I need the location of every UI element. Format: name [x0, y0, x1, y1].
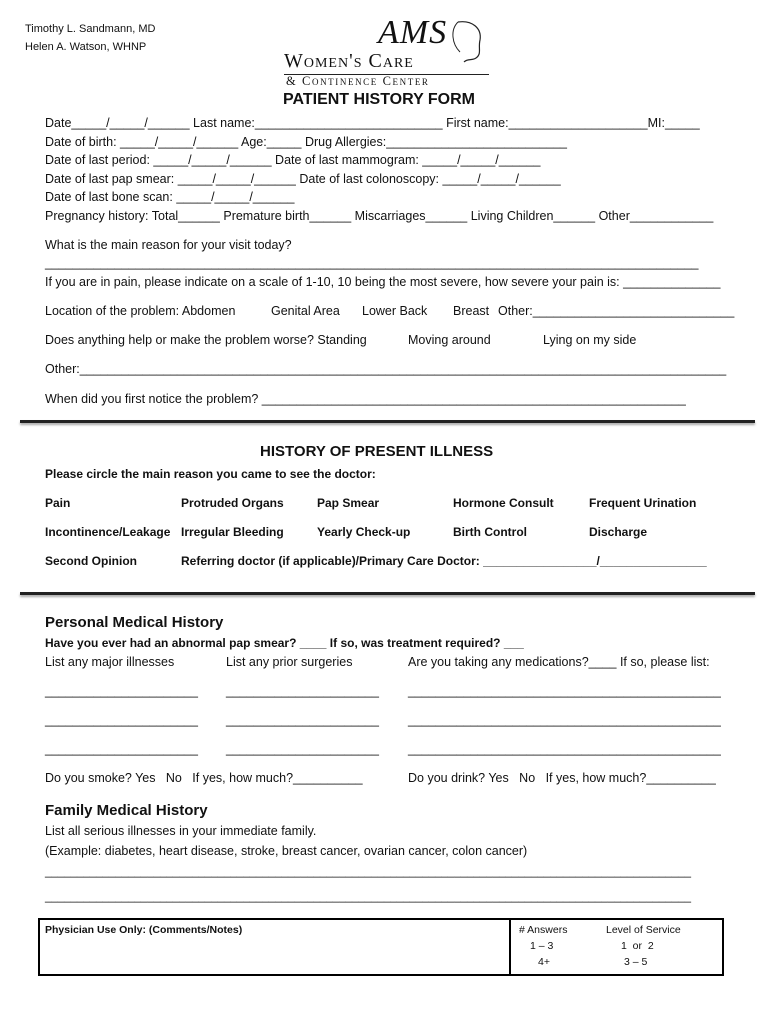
- illness-line[interactable]: ______________________: [45, 684, 198, 698]
- location-option-lower-back[interactable]: Lower Back: [362, 304, 428, 318]
- medication-line[interactable]: _____________________________________________: [408, 684, 721, 698]
- reason-line[interactable]: ______________________________________________________________________________________________: [45, 256, 699, 270]
- answers-option-1: 1 – 3: [530, 940, 554, 952]
- location-option-breast[interactable]: Breast: [453, 304, 490, 318]
- helps-option-lying[interactable]: Lying on my side: [543, 333, 637, 347]
- reason-pain[interactable]: Pain: [45, 496, 71, 510]
- level-option-2: 3 – 5: [624, 956, 648, 968]
- patient-info-line-4[interactable]: Date of last pap smear: _____/_____/______ Date of last colonoscopy: _____/_____/______: [45, 172, 561, 186]
- form-title: PATIENT HISTORY FORM: [283, 91, 476, 108]
- pain-scale-question[interactable]: If you are in pain, please indicate on a scale of 1-10, 10 being the most severe, how severe your pain is: ______________: [45, 275, 721, 289]
- illnesses-label: List any major illnesses: [45, 655, 175, 669]
- reason-question: What is the main reason for your visit today?: [45, 238, 292, 252]
- logo-line-2: & Continence Center: [286, 74, 430, 88]
- patient-info-line-5[interactable]: Date of last bone scan: _____/_____/______: [45, 190, 295, 204]
- surgery-line[interactable]: ______________________: [226, 713, 379, 727]
- surgeries-label: List any prior surgeries: [226, 655, 353, 669]
- family-instruction: List all serious illnesses in your immediate family.: [45, 824, 317, 838]
- reason-second-opinion[interactable]: Second Opinion: [45, 554, 137, 568]
- family-history-title: Family Medical History: [45, 802, 208, 819]
- doctor-name-1: Timothy L. Sandmann, MD: [25, 23, 156, 35]
- reason-birth-control[interactable]: Birth Control: [453, 525, 527, 539]
- reason-pap-smear[interactable]: Pap Smear: [317, 496, 380, 510]
- present-illness-title: HISTORY OF PRESENT ILLNESS: [260, 443, 494, 460]
- section-divider-1: [20, 420, 755, 423]
- logo-initials: AMS: [378, 14, 448, 51]
- reason-yearly-checkup[interactable]: Yearly Check-up: [317, 525, 411, 539]
- personal-history-title: Personal Medical History: [45, 614, 224, 631]
- patient-info-line-3[interactable]: Date of last period: _____/_____/______ Date of last mammogram: _____/_____/______: [45, 153, 541, 167]
- pap-smear-question[interactable]: Have you ever had an abnormal pap smear? ____ If so, was treatment required? ___: [45, 636, 524, 650]
- family-line[interactable]: _____________________________________________________________________________________________________: [45, 866, 691, 878]
- location-other[interactable]: Other:_____________________________: [498, 304, 735, 318]
- reason-hormone-consult[interactable]: Hormone Consult: [453, 496, 554, 510]
- patient-info-line-1[interactable]: Date_____/_____/______ Last name:___________________________ First name:____________________MI:_____: [45, 116, 700, 130]
- pregnancy-history[interactable]: Pregnancy history: Total______ Premature birth______ Miscarriages______ Living Children______ Other____________: [45, 209, 714, 223]
- other-line[interactable]: Other:_____________________________________________________________________________________________: [45, 362, 727, 376]
- reason-irregular-bleeding[interactable]: Irregular Bleeding: [181, 525, 284, 539]
- reason-protruded-organs[interactable]: Protruded Organs: [181, 496, 284, 510]
- clinic-logo: [282, 14, 492, 88]
- smoke-question[interactable]: Do you smoke? Yes No If yes, how much?__________: [45, 771, 363, 785]
- family-example: (Example: diabetes, heart disease, stroke, breast cancer, ovarian cancer, colon cancer): [45, 844, 528, 858]
- physician-label: Physician Use Only: (Comments/Notes): [45, 924, 243, 936]
- reason-discharge[interactable]: Discharge: [589, 525, 648, 539]
- helps-option-moving[interactable]: Moving around: [408, 333, 491, 347]
- location-option-genital[interactable]: Genital Area: [271, 304, 340, 318]
- answers-header: # Answers: [519, 924, 568, 936]
- referring-doctor[interactable]: Referring doctor (if applicable)/Primary Care Doctor: _________________/________________: [181, 554, 707, 568]
- logo-line-1: Women's Care: [284, 50, 414, 72]
- drink-question[interactable]: Do you drink? Yes No If yes, how much?__________: [408, 771, 716, 785]
- medication-line[interactable]: _____________________________________________: [408, 713, 721, 727]
- present-illness-instruction: Please circle the main reason you came to see the doctor:: [45, 467, 376, 481]
- physician-box-divider: [509, 920, 511, 974]
- section-divider-2: [20, 592, 755, 595]
- medications-label[interactable]: Are you taking any medications?____ If so, please list:: [408, 655, 710, 669]
- surgery-line[interactable]: ______________________: [226, 742, 379, 756]
- level-option-1: 1 or 2: [621, 940, 654, 952]
- reason-incontinence[interactable]: Incontinence/Leakage: [45, 525, 171, 539]
- location-label: Location of the problem: Abdomen: [45, 304, 236, 318]
- answers-option-2: 4+: [538, 956, 550, 968]
- first-notice[interactable]: When did you first notice the problem? _____________________________________________________________: [45, 392, 686, 406]
- doctor-name-2: Helen A. Watson, WHNP: [25, 41, 147, 53]
- surgery-line[interactable]: ______________________: [226, 684, 379, 698]
- illness-line[interactable]: ______________________: [45, 742, 198, 756]
- illness-line[interactable]: ______________________: [45, 713, 198, 727]
- patient-info-line-2[interactable]: Date of birth: _____/_____/______ Age:_____ Drug Allergies:__________________________: [45, 135, 567, 149]
- family-line[interactable]: _____________________________________________________________________________________________________: [45, 891, 691, 903]
- medication-line[interactable]: _____________________________________________: [408, 742, 721, 756]
- helps-label: Does anything help or make the problem worse? Standing: [45, 333, 367, 347]
- reason-frequent-urination[interactable]: Frequent Urination: [589, 496, 697, 510]
- level-header: Level of Service: [606, 924, 681, 936]
